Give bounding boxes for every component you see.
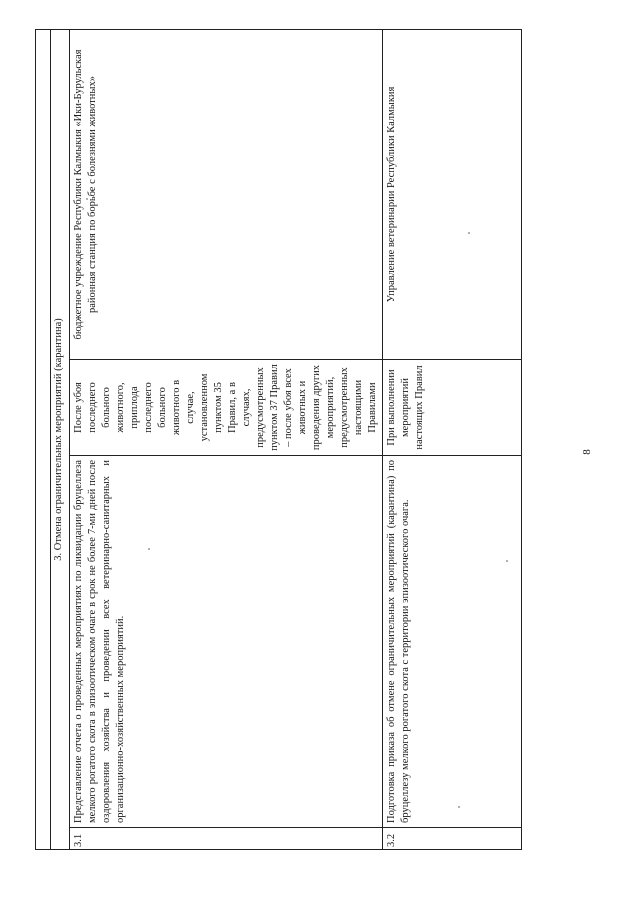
row-number: 3.1 [70,828,383,850]
table-row [383,30,522,850]
rotated-table-page [35,30,445,850]
table-top-strip [36,30,51,850]
section-title: 3. Отмена ограничительных мероприятий (карантина) [51,30,70,850]
row-timing: При выполнении мероприятий настоящих Правил [383,360,522,456]
section-header-row [51,30,70,850]
row-description: Подготовка приказа об отмене ограничительных мероприятий (карантина) по бруцеллезу мелкого рогатого скота с территории эпизоотического очага. [383,456,522,828]
table-row [70,30,383,850]
table-top-border-row [36,30,51,850]
row-responsible: бюджетное учреждение Республики Калмыкия «Ики-Бурульская районная станция по борьбе с болезнями животных» [70,30,383,360]
row-responsible: Управление ветеринарии Республики Калмыкия [383,30,522,360]
page-number: 8 [580,449,593,455]
row-number: 3.2 [383,828,522,850]
measures-table [35,29,522,850]
row-timing: После убоя последнего больного животного, приплода последнего больного животного в случае, установленном пунктом 35 Правил, а в случаях, предусмотренных пунктом 37 Правил – после убоя всех животных и проведения других мероприятий, предусмотренных настоящими Правилами [70,360,383,456]
row-description: Представление отчета о проведенных мероприятиях по ликвидации бруцеллеза мелкого рогатого скота в эпизоотическом очаге в срок не более 7-ми дней после оздоровления хозяйства и проведении всех ветеринарно-санитарных и организационно-хозяйственных мероприятий. [70,456,383,828]
